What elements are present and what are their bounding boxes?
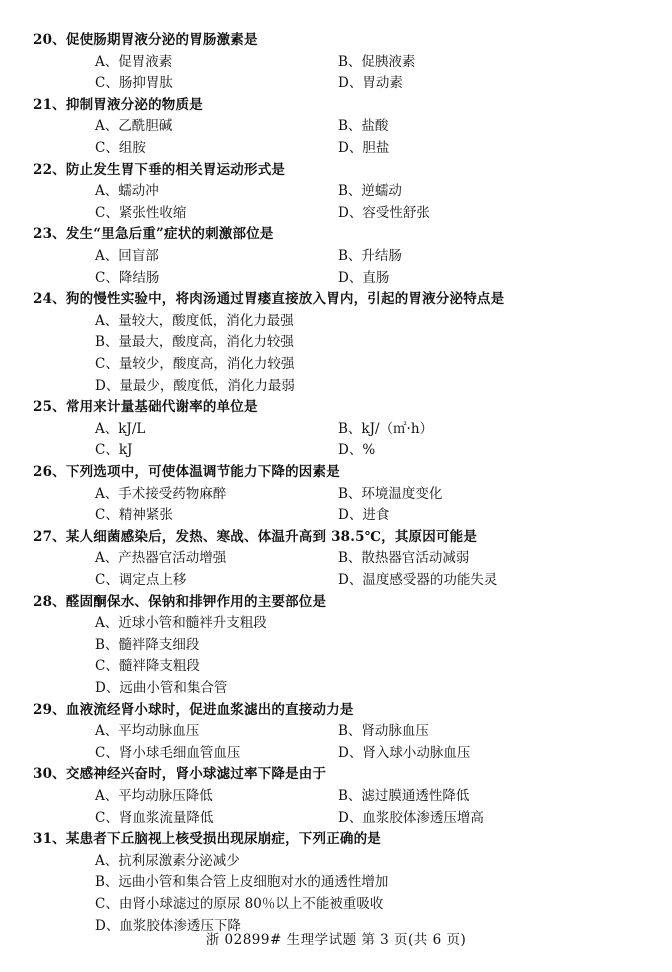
option-c xyxy=(95,570,186,590)
option-label: B、 xyxy=(338,183,362,200)
option-label: D、 xyxy=(338,572,363,588)
option-b xyxy=(95,872,388,892)
option-text: 髓袢降支粗段 xyxy=(118,658,200,675)
option-c xyxy=(95,894,383,914)
option-label: C、 xyxy=(95,204,119,221)
option-text: kJ/L xyxy=(118,420,146,437)
option-label: A、 xyxy=(95,118,119,135)
option-text: 产热器官活动增强 xyxy=(118,550,227,567)
question-number: 31、 xyxy=(33,831,66,848)
option-text: 组胺 xyxy=(118,140,146,156)
option-text: 肾入球小动脉血压 xyxy=(362,744,471,761)
option-label: D、 xyxy=(95,377,120,394)
option-text: 抗利尿激素分泌减少 xyxy=(118,852,240,869)
option-c xyxy=(95,268,159,288)
option-text: 乙酰胆碱 xyxy=(118,118,173,135)
option-label: D、 xyxy=(338,75,363,92)
option-c xyxy=(95,656,200,676)
option-label: C、 xyxy=(95,442,119,459)
option-label: B、 xyxy=(338,248,362,264)
option-a xyxy=(95,52,172,72)
option-text: 降结肠 xyxy=(118,269,160,286)
option-a xyxy=(95,548,226,568)
option-text: 逆蠕动 xyxy=(361,183,402,200)
option-label: C、 xyxy=(95,269,119,286)
option-label: C、 xyxy=(95,744,119,761)
option-a xyxy=(95,851,240,871)
option-text: kJ xyxy=(118,442,133,459)
question-number: 26、 xyxy=(33,464,66,480)
question-text: 常用来计量基础代谢率的单位是 xyxy=(65,399,258,416)
option-label: B、 xyxy=(338,118,362,135)
question-text: 抑制胃液分泌的物质是 xyxy=(65,96,203,113)
question-stem xyxy=(33,764,326,784)
option-label: B、 xyxy=(95,334,119,351)
option-b xyxy=(338,548,469,568)
option-label: A、 xyxy=(95,852,119,869)
option-a xyxy=(95,311,294,331)
option-d xyxy=(338,743,470,763)
option-text: 促胃液素 xyxy=(118,53,173,70)
question-stem xyxy=(33,592,326,612)
option-label: A、 xyxy=(95,550,119,567)
option-text: 肾小球毛细血管血压 xyxy=(118,744,241,761)
option-text: 回盲部 xyxy=(118,248,159,264)
option-label: D、 xyxy=(338,507,363,524)
option-a xyxy=(95,786,213,806)
option-text: 蠕动冲 xyxy=(118,183,159,200)
option-text: 直肠 xyxy=(362,269,390,286)
option-label: D、 xyxy=(338,204,363,221)
option-text: 远曲小管和集合管 xyxy=(119,680,228,696)
option-text: kJ/（㎡·h） xyxy=(361,420,434,437)
option-label: C、 xyxy=(95,140,119,156)
option-b xyxy=(338,181,402,201)
option-label: A、 xyxy=(95,53,119,70)
option-label: B、 xyxy=(338,550,362,567)
question-stem xyxy=(33,224,274,244)
option-text: 胃动素 xyxy=(362,75,403,92)
option-text: 手术接受药物麻醉 xyxy=(118,485,227,502)
question-number: 20、 xyxy=(33,32,66,48)
question-stem xyxy=(33,527,477,547)
question-number: 25、 xyxy=(33,399,66,416)
option-label: B、 xyxy=(338,788,362,804)
option-text: 量较少，酸度高，消化力较强 xyxy=(118,356,295,372)
option-label: C、 xyxy=(95,75,119,92)
option-a xyxy=(95,246,159,266)
question-stem xyxy=(33,160,285,180)
option-text: 肠抑胃肽 xyxy=(118,75,173,92)
option-c xyxy=(95,808,213,828)
option-text: 温度感受器的功能失灵 xyxy=(362,572,498,588)
option-b xyxy=(338,419,433,439)
option-text: 盐酸 xyxy=(361,118,389,135)
option-text: 精神紧张 xyxy=(118,507,173,524)
option-c xyxy=(95,505,173,525)
option-text: 量较大，酸度低，消化力最强 xyxy=(118,312,294,329)
option-label: A、 xyxy=(95,788,119,804)
option-d xyxy=(95,678,227,698)
option-b xyxy=(95,635,199,655)
option-label: C、 xyxy=(95,356,119,372)
option-c xyxy=(95,203,186,223)
question-text: 某人细菌感染后，发热、寒战、体温升高到 38.5℃，其原因可能是 xyxy=(65,528,478,545)
option-label: A、 xyxy=(95,420,119,437)
option-d xyxy=(338,570,497,590)
option-b xyxy=(95,332,294,352)
option-b xyxy=(338,786,469,806)
option-label: C、 xyxy=(95,896,119,912)
question-text: 某患者下丘脑视上核受损出现尿崩症，下列正确的是 xyxy=(65,831,381,848)
option-label: A、 xyxy=(95,723,119,740)
question-text: 下列选项中，可使体温调节能力下降的因素是 xyxy=(65,464,340,480)
option-c xyxy=(95,743,240,763)
option-d xyxy=(338,440,375,460)
option-label: D、 xyxy=(338,809,363,826)
option-text: 血浆胶体渗透压增高 xyxy=(362,809,484,826)
option-text: 髓袢降支细段 xyxy=(118,636,200,653)
option-b xyxy=(338,52,415,72)
option-d xyxy=(338,268,389,288)
option-text: 滤过膜通透性降低 xyxy=(361,788,470,804)
question-text: 发生“里急后重”症状的刺激部位是 xyxy=(65,226,274,243)
option-b xyxy=(338,721,429,741)
option-c xyxy=(95,73,173,93)
option-text: 平均动脉压降低 xyxy=(118,788,213,804)
question-number: 30、 xyxy=(33,766,66,783)
question-text: 防止发生胃下垂的相关胃运动形式是 xyxy=(65,161,286,178)
option-b xyxy=(338,484,442,504)
option-text: % xyxy=(362,442,376,459)
option-label: A、 xyxy=(95,615,119,632)
option-a xyxy=(95,721,199,741)
question-stem xyxy=(33,700,354,720)
option-label: C、 xyxy=(95,507,119,524)
question-stem xyxy=(33,30,258,50)
question-text: 血液流经肾小球时，促进血浆滤出的直接动力是 xyxy=(65,701,354,718)
option-d xyxy=(338,505,389,525)
option-d xyxy=(338,138,389,158)
question-stem xyxy=(33,397,258,417)
option-a xyxy=(95,484,226,504)
option-label: D、 xyxy=(338,269,363,286)
question-text: 交感神经兴奋时，肾小球滤过率下降是由于 xyxy=(65,766,327,783)
question-number: 27、 xyxy=(33,528,66,545)
option-label: B、 xyxy=(95,636,119,653)
option-label: D、 xyxy=(95,680,120,696)
question-stem xyxy=(33,829,381,849)
option-a xyxy=(95,116,172,136)
option-text: 远曲小管和集合管上皮细胞对水的通透性增加 xyxy=(118,874,389,891)
question-text: 醛固酮保水、保钠和排钾作用的主要部位是 xyxy=(65,593,327,610)
question-stem xyxy=(33,462,340,482)
option-label: A、 xyxy=(95,183,119,200)
option-b xyxy=(338,116,388,136)
option-text: 平均动脉血压 xyxy=(118,723,200,740)
question-number: 24、 xyxy=(33,291,66,308)
option-label: B、 xyxy=(338,723,362,740)
option-text: 肾动脉血压 xyxy=(361,723,429,740)
option-a xyxy=(95,613,267,633)
question-text: 促使肠期胃液分泌的胃肠激素是 xyxy=(65,32,258,48)
option-text: 肾血浆流量降低 xyxy=(118,809,214,826)
option-a xyxy=(95,419,145,439)
question-number: 22、 xyxy=(33,161,66,178)
option-label: C、 xyxy=(95,809,119,826)
option-d xyxy=(95,376,295,396)
option-text: 散热器官活动减弱 xyxy=(361,550,470,567)
option-text: 血浆胶体渗透压下降 xyxy=(119,917,241,934)
option-text: 近球小管和髓袢升支粗段 xyxy=(118,615,267,632)
option-b xyxy=(338,246,402,266)
option-label: D、 xyxy=(338,140,363,156)
option-text: 量最大，酸度高，消化力较强 xyxy=(118,334,294,351)
option-c xyxy=(95,138,146,158)
question-stem xyxy=(33,95,203,115)
option-label: C、 xyxy=(95,658,119,675)
option-label: A、 xyxy=(95,248,119,264)
question-stem xyxy=(33,289,504,309)
option-label: A、 xyxy=(95,312,119,329)
option-label: B、 xyxy=(95,874,119,891)
option-text: 胆盐 xyxy=(362,140,390,156)
option-label: B、 xyxy=(338,53,362,70)
option-d xyxy=(338,73,403,93)
option-text: 促胰液素 xyxy=(361,53,416,70)
option-text: 调定点上移 xyxy=(118,572,187,588)
option-text: 升结肠 xyxy=(361,248,402,264)
option-label: D、 xyxy=(338,744,363,761)
option-label: A、 xyxy=(95,485,119,502)
option-text: 进食 xyxy=(362,507,390,524)
option-d xyxy=(338,203,430,223)
option-label: D、 xyxy=(338,442,363,459)
option-label: B、 xyxy=(338,420,362,437)
option-label: C、 xyxy=(95,572,119,588)
option-d xyxy=(338,808,484,828)
question-text: 狗的慢性实验中，将肉汤通过胃瘘直接放入胃内，引起的胃液分泌特点是 xyxy=(65,291,505,308)
page-footer: 浙 02899# 生理学试题 第 3 页(共 6 页) xyxy=(205,932,467,948)
question-number: 21、 xyxy=(33,96,66,113)
option-label: B、 xyxy=(338,485,362,502)
option-text: 由肾小球滤过的原尿 80％以上不能被重吸收 xyxy=(118,896,384,912)
option-c xyxy=(95,440,132,460)
question-number: 29、 xyxy=(33,701,66,718)
option-a xyxy=(95,181,159,201)
option-label: D、 xyxy=(95,917,120,934)
option-text: 量最少，酸度低，消化力最弱 xyxy=(119,377,295,394)
question-number: 23、 xyxy=(33,226,66,243)
question-number: 28、 xyxy=(33,593,66,610)
option-text: 环境温度变化 xyxy=(361,485,443,502)
option-text: 紧张性收缩 xyxy=(118,204,187,221)
option-text: 容受性舒张 xyxy=(362,204,430,221)
option-c xyxy=(95,354,294,374)
